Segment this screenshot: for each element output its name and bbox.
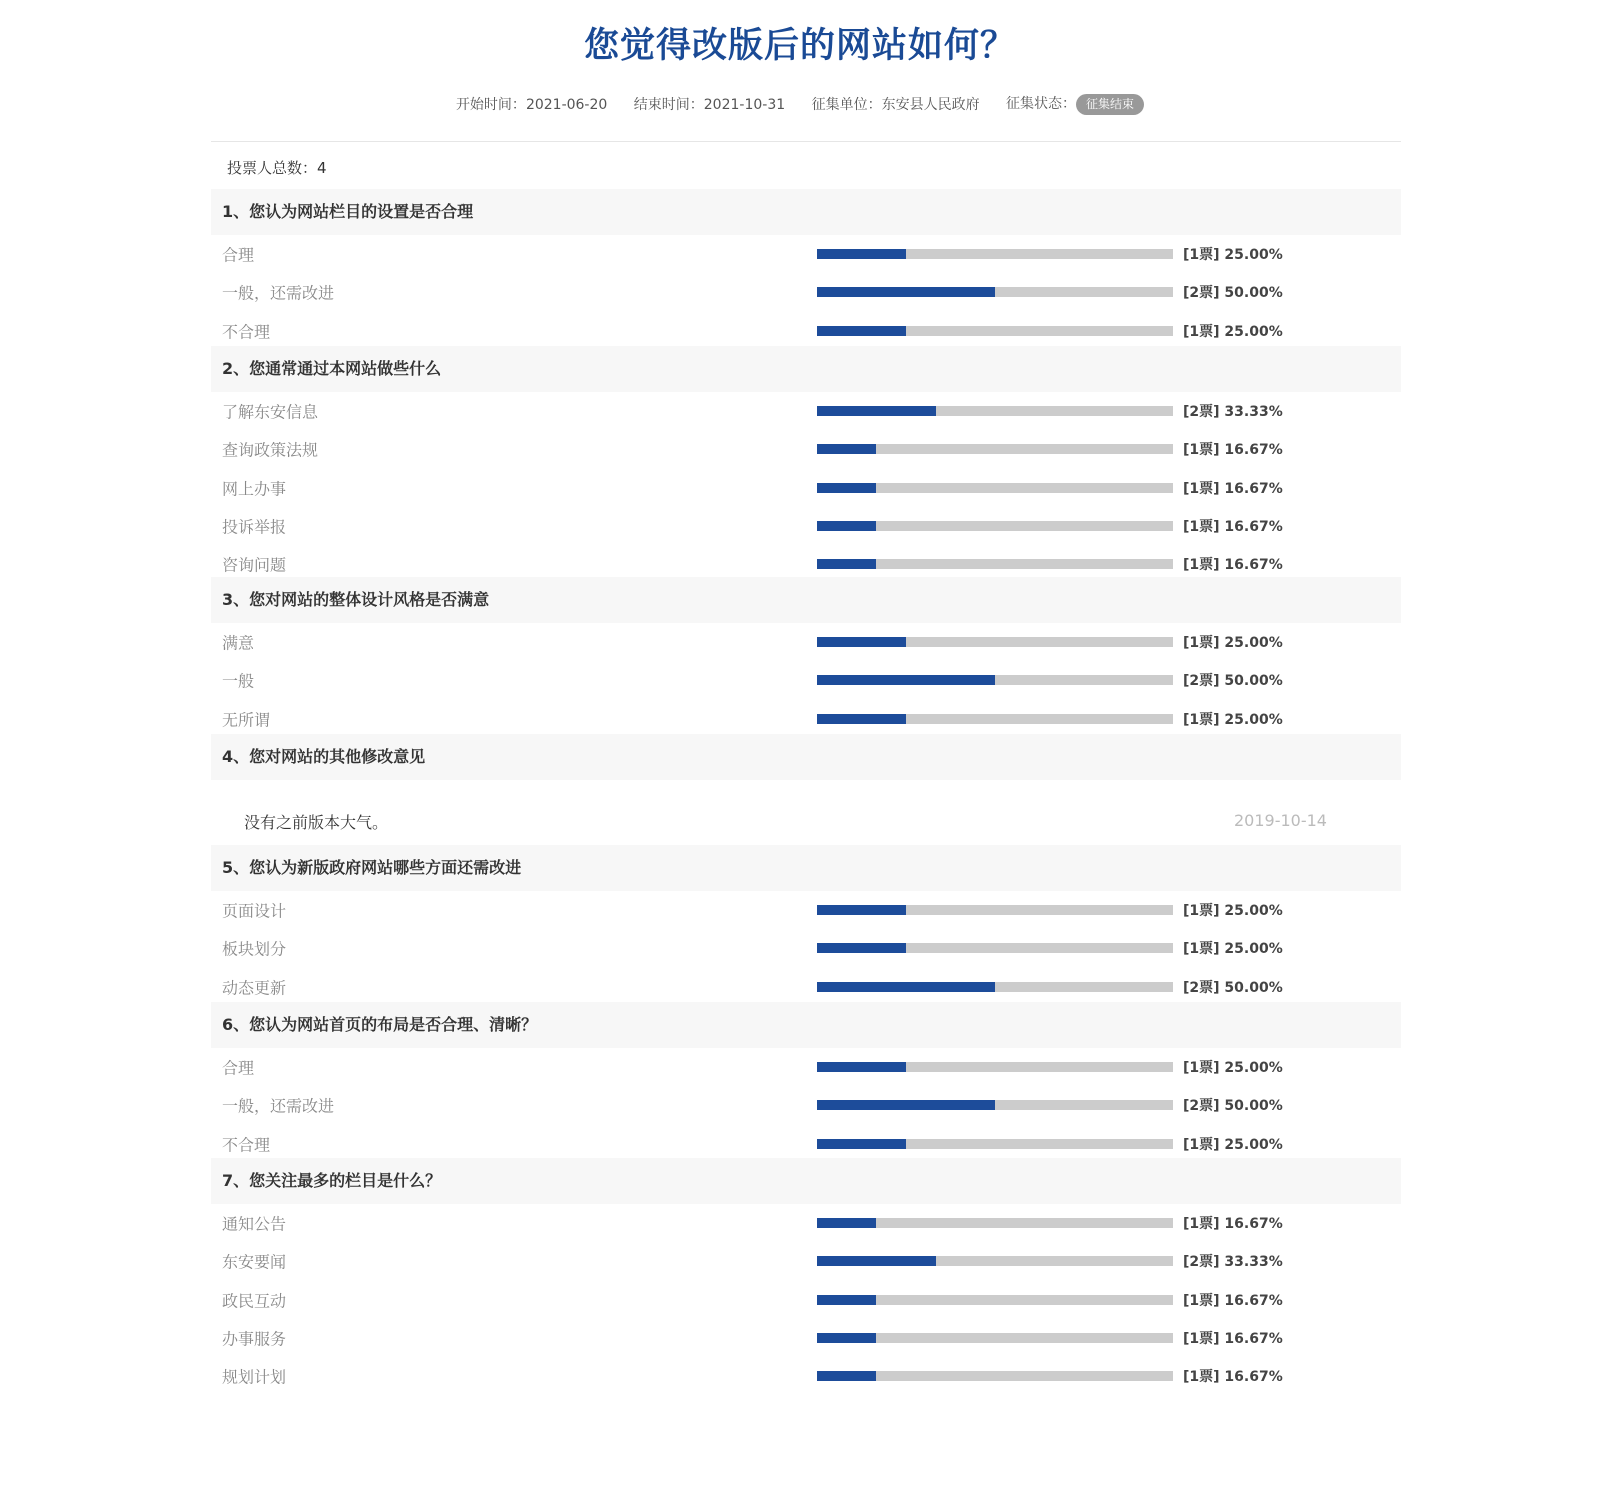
vote-percent: 50.00% <box>1224 979 1283 996</box>
vote-count: [1票] <box>1183 635 1220 652</box>
option-label: 网上办事 <box>222 479 287 499</box>
vote-stat <box>1183 938 1283 958</box>
vote-percent: 25.00% <box>1224 247 1283 264</box>
vote-bar-track <box>817 287 1173 297</box>
vote-bar-fill <box>817 943 906 953</box>
vote-count: [1票] <box>1183 1136 1220 1153</box>
vote-bar-track <box>817 1218 1173 1228</box>
vote-count: [2票] <box>1183 285 1220 302</box>
vote-stat <box>1183 244 1283 264</box>
option-label: 东安要闻 <box>222 1252 287 1272</box>
vote-bar-fill <box>817 714 906 724</box>
option-label: 不合理 <box>222 1135 271 1155</box>
start-time-label: 开始时间： <box>455 96 526 113</box>
option-row <box>211 623 1401 661</box>
vote-bar-fill <box>817 559 876 569</box>
end-time-label: 结束时间： <box>633 96 704 113</box>
vote-bar-track <box>817 406 1173 416</box>
option-row <box>211 1242 1401 1280</box>
vote-bar-fill <box>817 637 906 647</box>
vote-bar-fill <box>817 444 876 454</box>
question-block <box>211 1002 1401 1163</box>
option-label: 无所谓 <box>222 710 271 730</box>
end-time-value: 2021-10-31 <box>703 96 786 113</box>
vote-percent: 16.67% <box>1224 1331 1283 1348</box>
option-label: 咨询问题 <box>222 555 287 575</box>
vote-bar-track <box>817 1100 1173 1110</box>
vote-percent: 33.33% <box>1224 1254 1283 1271</box>
vote-count: [1票] <box>1183 1060 1220 1077</box>
vote-bar-fill <box>817 1218 876 1228</box>
vote-percent: 16.67% <box>1224 442 1283 459</box>
vote-bar-track <box>817 982 1173 992</box>
vote-percent: 25.00% <box>1224 711 1283 728</box>
page-title: 您觉得改版后的网站如何？ <box>583 26 1016 66</box>
status-badge: 征集结束 <box>1076 94 1144 115</box>
vote-bar-track <box>817 249 1173 259</box>
vote-bar-fill <box>817 483 876 493</box>
vote-percent: 16.67% <box>1224 480 1283 497</box>
comment-item <box>211 780 1401 846</box>
vote-bar-fill <box>817 1371 876 1381</box>
vote-count: [1票] <box>1183 1216 1220 1233</box>
vote-stat <box>1183 1290 1283 1310</box>
vote-bar-fill <box>817 326 906 336</box>
question-block <box>211 346 1401 583</box>
question-title: 7、您关注最多的栏目是什么？ <box>211 1158 1401 1204</box>
survey-meta <box>0 93 1600 115</box>
vote-percent: 50.00% <box>1224 673 1283 690</box>
vote-stat <box>1183 670 1283 690</box>
vote-bar-track <box>817 943 1173 953</box>
option-label: 动态更新 <box>222 978 287 998</box>
start-time <box>456 94 607 114</box>
option-row <box>211 1357 1401 1395</box>
vote-bar-fill <box>817 982 995 992</box>
total-voters <box>227 157 327 178</box>
vote-bar-fill <box>817 287 995 297</box>
option-row <box>211 1281 1401 1319</box>
vote-stat <box>1183 439 1283 459</box>
vote-count: [1票] <box>1183 711 1220 728</box>
question-title: 2、您通常通过本网站做些什么 <box>211 346 1401 392</box>
option-row <box>211 1048 1401 1086</box>
option-row <box>211 891 1401 929</box>
vote-bar-track <box>817 905 1173 915</box>
vote-percent: 50.00% <box>1224 1098 1283 1115</box>
option-row <box>211 700 1401 738</box>
vote-stat <box>1183 1328 1283 1348</box>
vote-bar-fill <box>817 1333 876 1343</box>
vote-count: [1票] <box>1183 903 1220 920</box>
option-label: 一般，还需改进 <box>222 1096 335 1116</box>
vote-stat <box>1183 554 1283 574</box>
vote-stat <box>1183 321 1283 341</box>
option-label: 页面设计 <box>222 901 287 921</box>
vote-bar-fill <box>817 521 876 531</box>
vote-bar-track <box>817 1371 1173 1381</box>
question-title: 4、您对网站的其他修改意见 <box>211 734 1401 780</box>
vote-percent: 16.67% <box>1224 1216 1283 1233</box>
question-title: 6、您认为网站首页的布局是否合理、清晰？ <box>211 1002 1401 1048</box>
vote-bar-fill <box>817 406 936 416</box>
vote-bar-track <box>817 1333 1173 1343</box>
start-time-value: 2021-06-20 <box>525 96 608 113</box>
vote-count: [1票] <box>1183 247 1220 264</box>
vote-count: [2票] <box>1183 979 1220 996</box>
vote-bar-track <box>817 675 1173 685</box>
option-label: 通知公告 <box>222 1214 287 1234</box>
vote-bar-track <box>817 714 1173 724</box>
comment-text: 没有之前版本大气。 <box>244 813 389 832</box>
option-row <box>211 1319 1401 1357</box>
option-label: 不合理 <box>222 322 271 342</box>
option-label: 一般 <box>222 671 255 691</box>
option-label: 政民互动 <box>222 1291 287 1311</box>
vote-count: [1票] <box>1183 519 1220 536</box>
vote-bar-track <box>817 1295 1173 1305</box>
vote-stat <box>1183 1251 1283 1271</box>
vote-count: [2票] <box>1183 1254 1220 1271</box>
vote-bar-fill <box>817 1256 936 1266</box>
vote-stat <box>1183 516 1283 536</box>
vote-count: [1票] <box>1183 1331 1220 1348</box>
vote-bar-track <box>817 1256 1173 1266</box>
vote-count: [1票] <box>1183 941 1220 958</box>
vote-percent: 25.00% <box>1224 941 1283 958</box>
collect-unit-label: 征集单位： <box>811 96 882 113</box>
vote-stat <box>1183 1366 1283 1386</box>
option-row <box>211 507 1401 545</box>
question-block <box>211 577 1401 738</box>
vote-stat <box>1183 1095 1283 1115</box>
vote-bar-track <box>817 637 1173 647</box>
vote-bar-fill <box>817 675 995 685</box>
vote-bar-track <box>817 521 1173 531</box>
vote-count: [1票] <box>1183 557 1220 574</box>
vote-stat <box>1183 977 1283 997</box>
vote-bar-fill <box>817 905 906 915</box>
option-label: 办事服务 <box>222 1329 287 1349</box>
question-block <box>211 734 1401 846</box>
end-time <box>634 94 785 114</box>
vote-percent: 16.67% <box>1224 557 1283 574</box>
vote-percent: 16.67% <box>1224 1292 1283 1309</box>
vote-count: [1票] <box>1183 323 1220 340</box>
option-row <box>211 430 1401 468</box>
option-row <box>211 1204 1401 1242</box>
vote-percent: 33.33% <box>1224 404 1283 421</box>
vote-stat <box>1183 1134 1283 1154</box>
vote-bar-fill <box>817 1062 906 1072</box>
vote-bar-fill <box>817 249 906 259</box>
question-title: 5、您认为新版政府网站哪些方面还需改进 <box>211 845 1401 891</box>
vote-count: [2票] <box>1183 404 1220 421</box>
vote-stat <box>1183 1213 1283 1233</box>
collect-unit-value: 东安县人民政府 <box>881 96 980 113</box>
vote-bar-track <box>817 444 1173 454</box>
option-label: 满意 <box>222 633 255 653</box>
option-label: 合理 <box>222 245 255 265</box>
option-row <box>211 469 1401 507</box>
vote-percent: 16.67% <box>1224 1369 1283 1386</box>
question-block <box>211 1158 1401 1395</box>
option-row <box>211 273 1401 311</box>
vote-stat <box>1183 709 1283 729</box>
vote-bar-fill <box>817 1139 906 1149</box>
vote-count: [1票] <box>1183 480 1220 497</box>
vote-bar-track <box>817 483 1173 493</box>
vote-stat <box>1183 900 1283 920</box>
vote-percent: 25.00% <box>1224 1060 1283 1077</box>
vote-count: [1票] <box>1183 442 1220 459</box>
question-block <box>211 189 1401 350</box>
vote-stat <box>1183 478 1283 498</box>
vote-percent: 25.00% <box>1224 635 1283 652</box>
vote-bar-track <box>817 1062 1173 1072</box>
vote-bar-track <box>817 326 1173 336</box>
option-row <box>211 235 1401 273</box>
option-label: 一般，还需改进 <box>222 283 335 303</box>
option-row <box>211 312 1401 350</box>
vote-bar-track <box>817 1139 1173 1149</box>
vote-bar-fill <box>817 1295 876 1305</box>
header-divider <box>211 141 1401 142</box>
vote-stat <box>1183 1057 1283 1077</box>
collect-status <box>1006 93 1144 115</box>
collect-status-label: 征集状态： <box>1006 96 1077 112</box>
option-row <box>211 968 1401 1006</box>
vote-count: [1票] <box>1183 1369 1220 1386</box>
vote-percent: 16.67% <box>1224 519 1283 536</box>
option-label: 合理 <box>222 1058 255 1078</box>
vote-percent: 50.00% <box>1224 285 1283 302</box>
option-label: 规划计划 <box>222 1367 287 1387</box>
vote-count: [2票] <box>1183 673 1220 690</box>
option-label: 了解东安信息 <box>222 402 319 422</box>
option-row <box>211 1086 1401 1124</box>
option-label: 查询政策法规 <box>222 440 319 460</box>
vote-stat <box>1183 401 1283 421</box>
vote-percent: 25.00% <box>1224 1136 1283 1153</box>
vote-stat <box>1183 282 1283 302</box>
option-row <box>211 661 1401 699</box>
collect-unit <box>812 94 980 114</box>
vote-count: [1票] <box>1183 1292 1220 1309</box>
total-voters-value: 4 <box>317 159 327 177</box>
comment-date: 2019-10-14 <box>1234 811 1327 830</box>
option-row <box>211 929 1401 967</box>
question-block <box>211 845 1401 1006</box>
vote-bar-fill <box>817 1100 995 1110</box>
option-label: 板块划分 <box>222 939 287 959</box>
vote-bar-track <box>817 559 1173 569</box>
option-row <box>211 392 1401 430</box>
question-title: 1、您认为网站栏目的设置是否合理 <box>211 189 1401 235</box>
vote-count: [2票] <box>1183 1098 1220 1115</box>
option-label: 投诉举报 <box>222 517 287 537</box>
vote-percent: 25.00% <box>1224 903 1283 920</box>
vote-stat <box>1183 632 1283 652</box>
question-title: 3、您对网站的整体设计风格是否满意 <box>211 577 1401 623</box>
vote-percent: 25.00% <box>1224 323 1283 340</box>
total-voters-label: 投票人总数： <box>227 159 318 177</box>
